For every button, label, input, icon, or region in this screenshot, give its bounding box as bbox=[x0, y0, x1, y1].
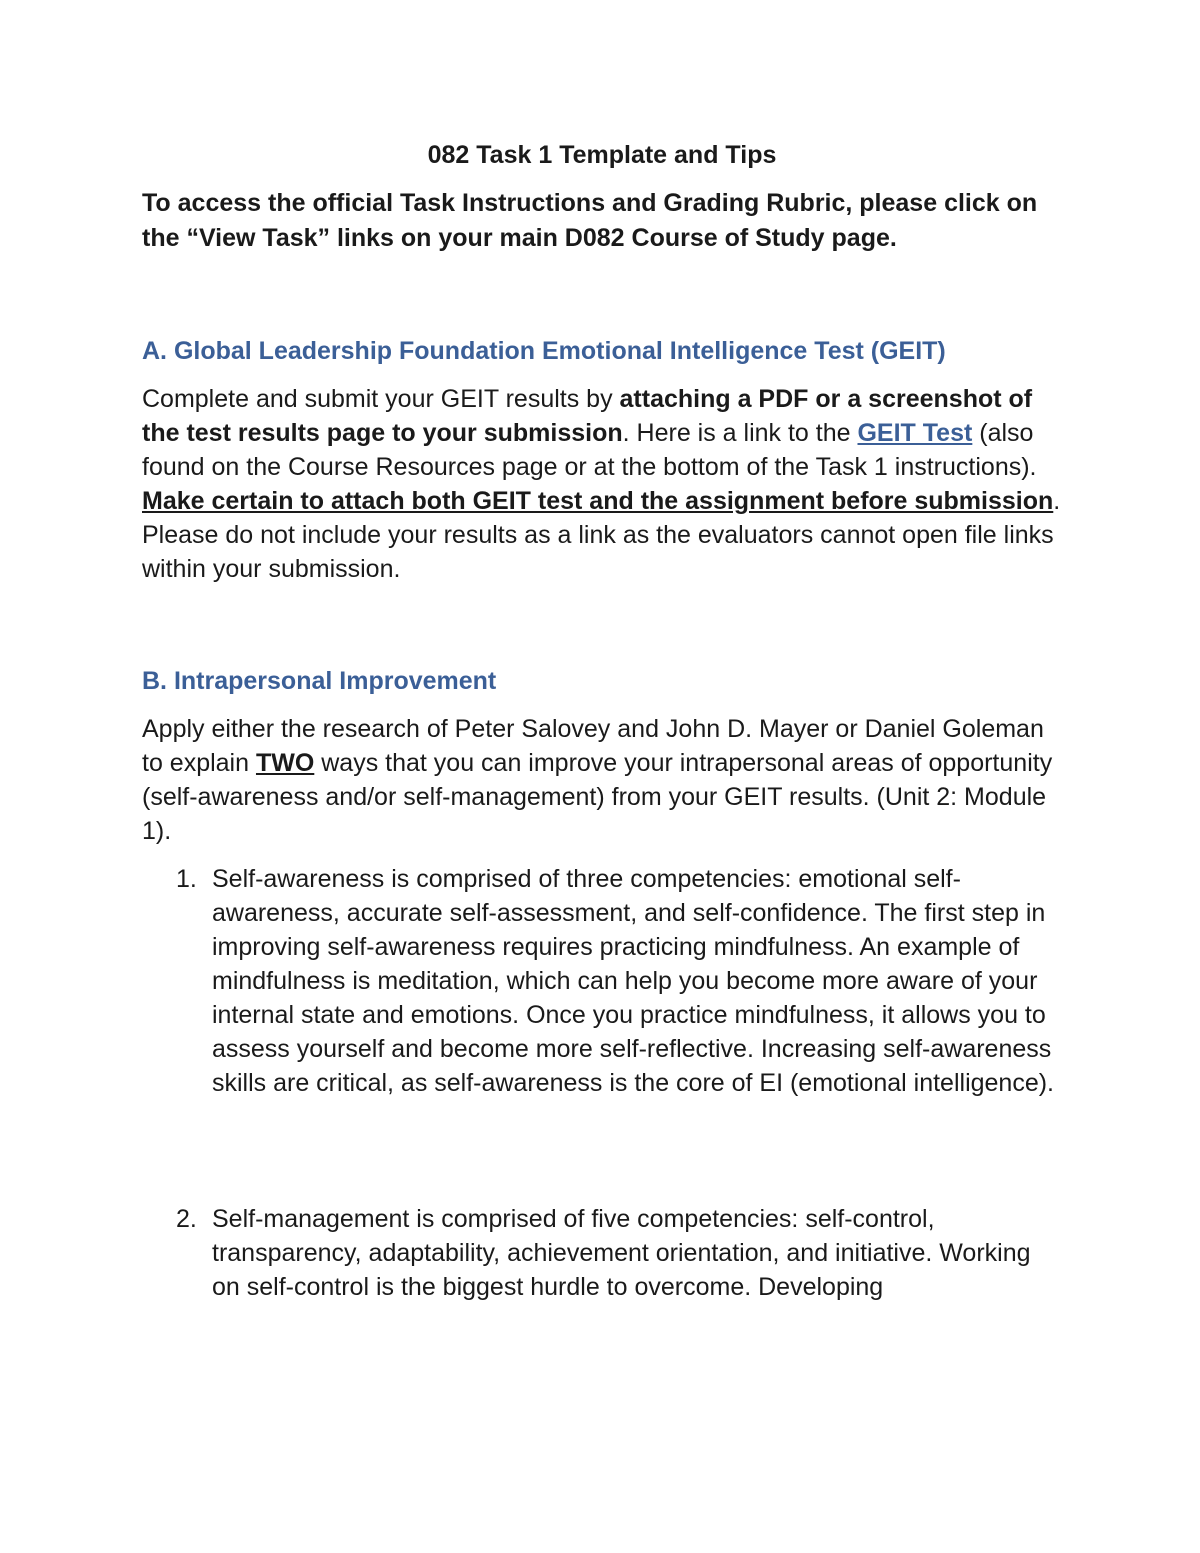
document-page bbox=[142, 138, 1062, 1304]
section-a-paragraph bbox=[142, 382, 1062, 586]
list-item-number: 1. bbox=[176, 865, 197, 893]
geit-test-link[interactable]: GEIT Test bbox=[857, 419, 973, 447]
section-b-heading: B. Intrapersonal Improvement bbox=[142, 667, 497, 695]
section-a-text-2: . Here is a link to the bbox=[622, 419, 858, 447]
section-a-text-4: . Please do not include your results as a link as the evaluators cannot open file links within your submission. bbox=[142, 487, 1061, 583]
section-b-emphasis: TWO bbox=[255, 749, 315, 777]
section-a-heading: A. Global Leadership Foundation Emotional Intelligence Test (GEIT) bbox=[142, 337, 946, 365]
list-item-text: Self-management is comprised of five competencies: self-control, transparency, adaptability, achievement orientation, and initiative. Working on self-control is the biggest hurdle to overcome. Developing bbox=[212, 1205, 1031, 1301]
section-b-text-1: Apply either the research of Peter Salovey and John D. Mayer or Daniel Goleman to explain bbox=[142, 715, 1044, 777]
section-b-paragraph bbox=[142, 712, 1062, 848]
section-a-bold-1: attaching a PDF or a screenshot of the test results page to your submission bbox=[142, 385, 1033, 447]
tips-list bbox=[142, 862, 1062, 1304]
section-b-text-2: ways that you can improve your intrapersonal areas of opportunity (self-awareness and/or self-management) from your GEIT results. (Unit 2: Module 1). bbox=[142, 749, 1053, 845]
list-item-number: 2. bbox=[176, 1205, 197, 1233]
section-a-warning: Make certain to attach both GEIT test and the assignment before submission bbox=[142, 487, 1054, 515]
intro-text: To access the official Task Instructions and Grading Rubric, please click on the “View Task” links on your main D082 Course of Study page. bbox=[142, 189, 1038, 252]
document-title: 082 Task 1 Template and Tips bbox=[427, 141, 777, 169]
list-item bbox=[142, 862, 1062, 1100]
section-a-text-3: (also found on the Course Resources page or at the bottom of the Task 1 instructions). bbox=[142, 419, 1037, 481]
list-item bbox=[142, 1202, 1062, 1304]
section-a-text-1: Complete and submit your GEIT results by bbox=[142, 385, 620, 413]
list-item-text: Self-awareness is comprised of three competencies: emotional self-awareness, accurate self-assessment, and self-confidence. The first step in improving self-awareness requires practicing mindfulness. An example of mindfulness is meditation, which can help you become more aware of your internal state and emotions. Once you practice mindfulness, it allows you to assess yourself and become more self-reflective. Increasing self-awareness skills are critical, as self-awareness is the core of EI (emotional intelligence). bbox=[212, 865, 1055, 1097]
